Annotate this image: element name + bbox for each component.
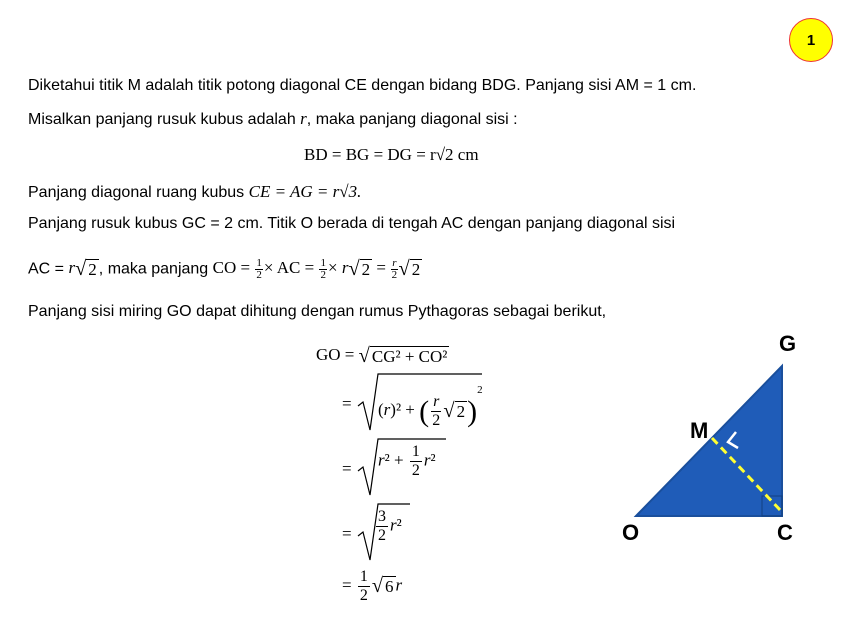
paragraph-1: Diketahui titik M adalah titik potong diagonal CE dengan bidang BDG. Panjang sisi AM = 1 cm.: [28, 77, 697, 94]
var-r: r: [300, 109, 307, 128]
paragraph-3: [28, 182, 361, 203]
label-g: G: [779, 331, 797, 356]
label-o: O: [622, 520, 640, 545]
label-m: M: [690, 418, 709, 443]
paragraph-3-text: Panjang diagonal ruang kubus: [28, 184, 249, 201]
paragraph-6: Panjang sisi miring GO dapat dihitung dengan rumus Pythagoras sebagai berikut,: [28, 303, 607, 320]
label-c: C: [777, 520, 793, 545]
derivation-line-1: GO = √ CG² + CO²: [316, 344, 448, 367]
triangle-ogc: [636, 366, 782, 516]
co-expression: CO = $\frac{1}{2}$ × AC = $\frac{1}{2}$ × r √ 2 = $\frac{r}{2}$ √ 2: [212, 257, 421, 281]
paragraph-2-text-a: Misalkan panjang rusuk kubus adalah: [28, 111, 301, 128]
paragraph-5: [28, 258, 422, 281]
derivation-line-5: = $\frac{1}{2}$ √ 6 r: [342, 568, 403, 604]
paragraph-2: [28, 109, 518, 130]
page-number-badge: 1: [789, 18, 833, 62]
ac-expression: r √ 2: [68, 258, 97, 280]
triangle-diagram: [600, 330, 840, 550]
equation-1: BD = BG = DG = r√2 cm: [304, 145, 479, 164]
paragraph-5-text-a: AC =: [28, 260, 69, 278]
paragraph-5-text-b: , maka panjang: [98, 260, 213, 278]
paragraph-3-math: CE = AG = r√3.: [248, 182, 362, 201]
paragraph-4: Panjang rusuk kubus GC = 2 cm. Titik O berada di tengah AC dengan panjang diagonal sisi: [28, 215, 676, 232]
paragraph-2-text-b: , maka panjang diagonal sisi :: [306, 111, 518, 128]
